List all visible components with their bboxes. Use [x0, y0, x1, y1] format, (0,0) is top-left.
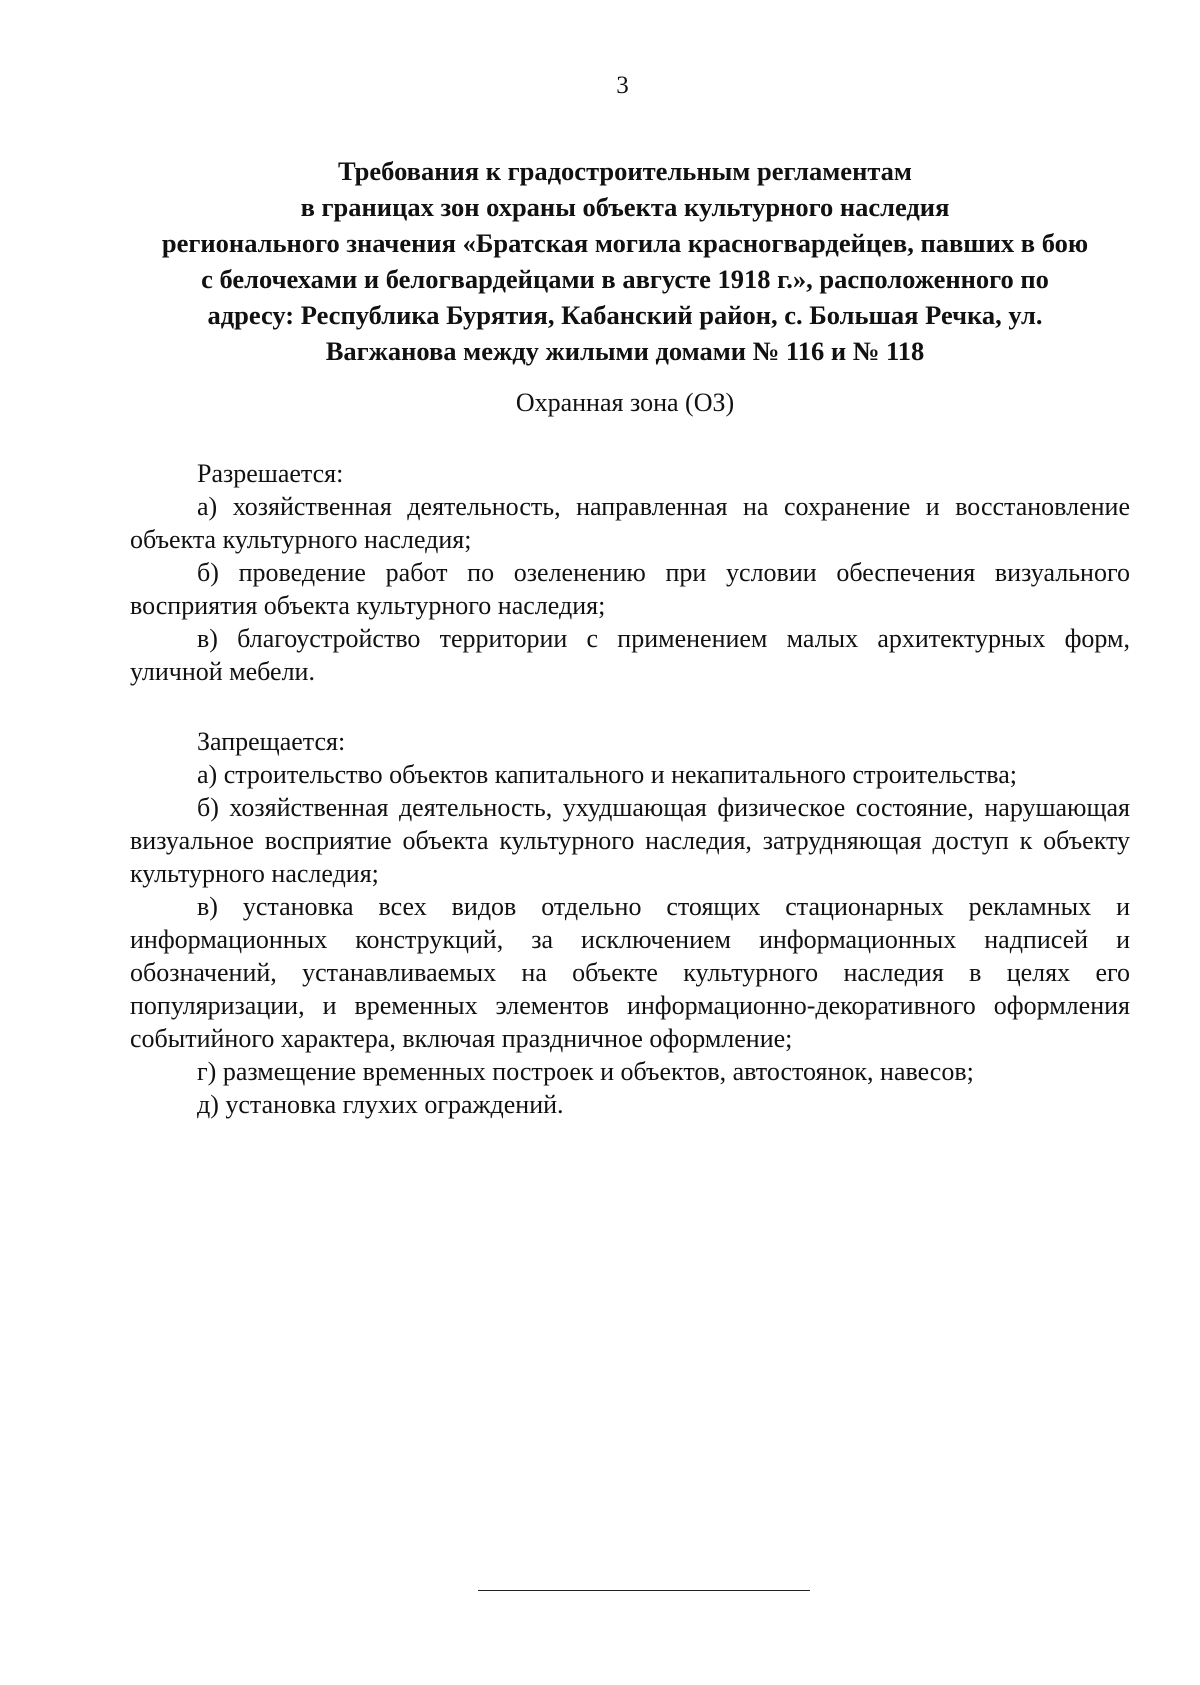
allowed-item: а) хозяйственная деятельность, направленная на сохранение и восстановление объекта культурного наследия; [130, 492, 1130, 554]
forbidden-item: д) установка глухих ограждений. [197, 1090, 564, 1119]
forbidden-section [130, 725, 1130, 1121]
title-line: Вагжанова между жилыми домами № 116 и № 118 [325, 336, 925, 366]
title-line: с белочехами и белогвардейцами в августе 1918 г.», расположенного по [201, 264, 1049, 294]
allowed-label: Разрешается: [197, 459, 344, 488]
document-title [120, 153, 1130, 369]
forbidden-item: г) размещение временных построек и объектов, автостоянок, навесов; [197, 1057, 974, 1086]
closing-divider-line [478, 1590, 810, 1591]
forbidden-item: в) установка всех видов отдельно стоящих стационарных рекламных и информационных конструкций, за исключением информационных надписей и обозначений, устанавливаемых на объекте культурного наследия в целях его популяризации, и временных элементов информационно-декоративного оформления событийного характера, включая праздничное оформление; [130, 892, 1130, 1053]
forbidden-label: Запрещается: [197, 727, 346, 756]
title-line: в границах зон охраны объекта культурного наследия [300, 192, 950, 222]
allowed-item: в) благоустройство территории с применением малых архитектурных форм, уличной мебели. [130, 624, 1130, 686]
title-line: Требования к градостроительным регламентам [338, 156, 912, 186]
zone-heading: Охранная зона (ОЗ) [515, 388, 735, 417]
allowed-section [130, 457, 1130, 688]
forbidden-item: а) строительство объектов капитального и некапитального строительства; [197, 760, 1018, 789]
title-line: регионального значения «Братская могила красногвардейцев, павших в бою [161, 228, 1089, 258]
forbidden-item: б) хозяйственная деятельность, ухудшающая физическое состояние, нарушающая визуальное восприятие объекта культурного наследия, затрудняющая доступ к объекту культурного наследия; [130, 793, 1130, 888]
allowed-item: б) проведение работ по озеленению при условии обеспечения визуального восприятия объекта культурного наследия; [130, 558, 1130, 620]
title-line: адресу: Республика Бурятия, Кабанский район, с. Большая Речка, ул. [207, 300, 1043, 330]
page-number: 3 [616, 72, 629, 99]
